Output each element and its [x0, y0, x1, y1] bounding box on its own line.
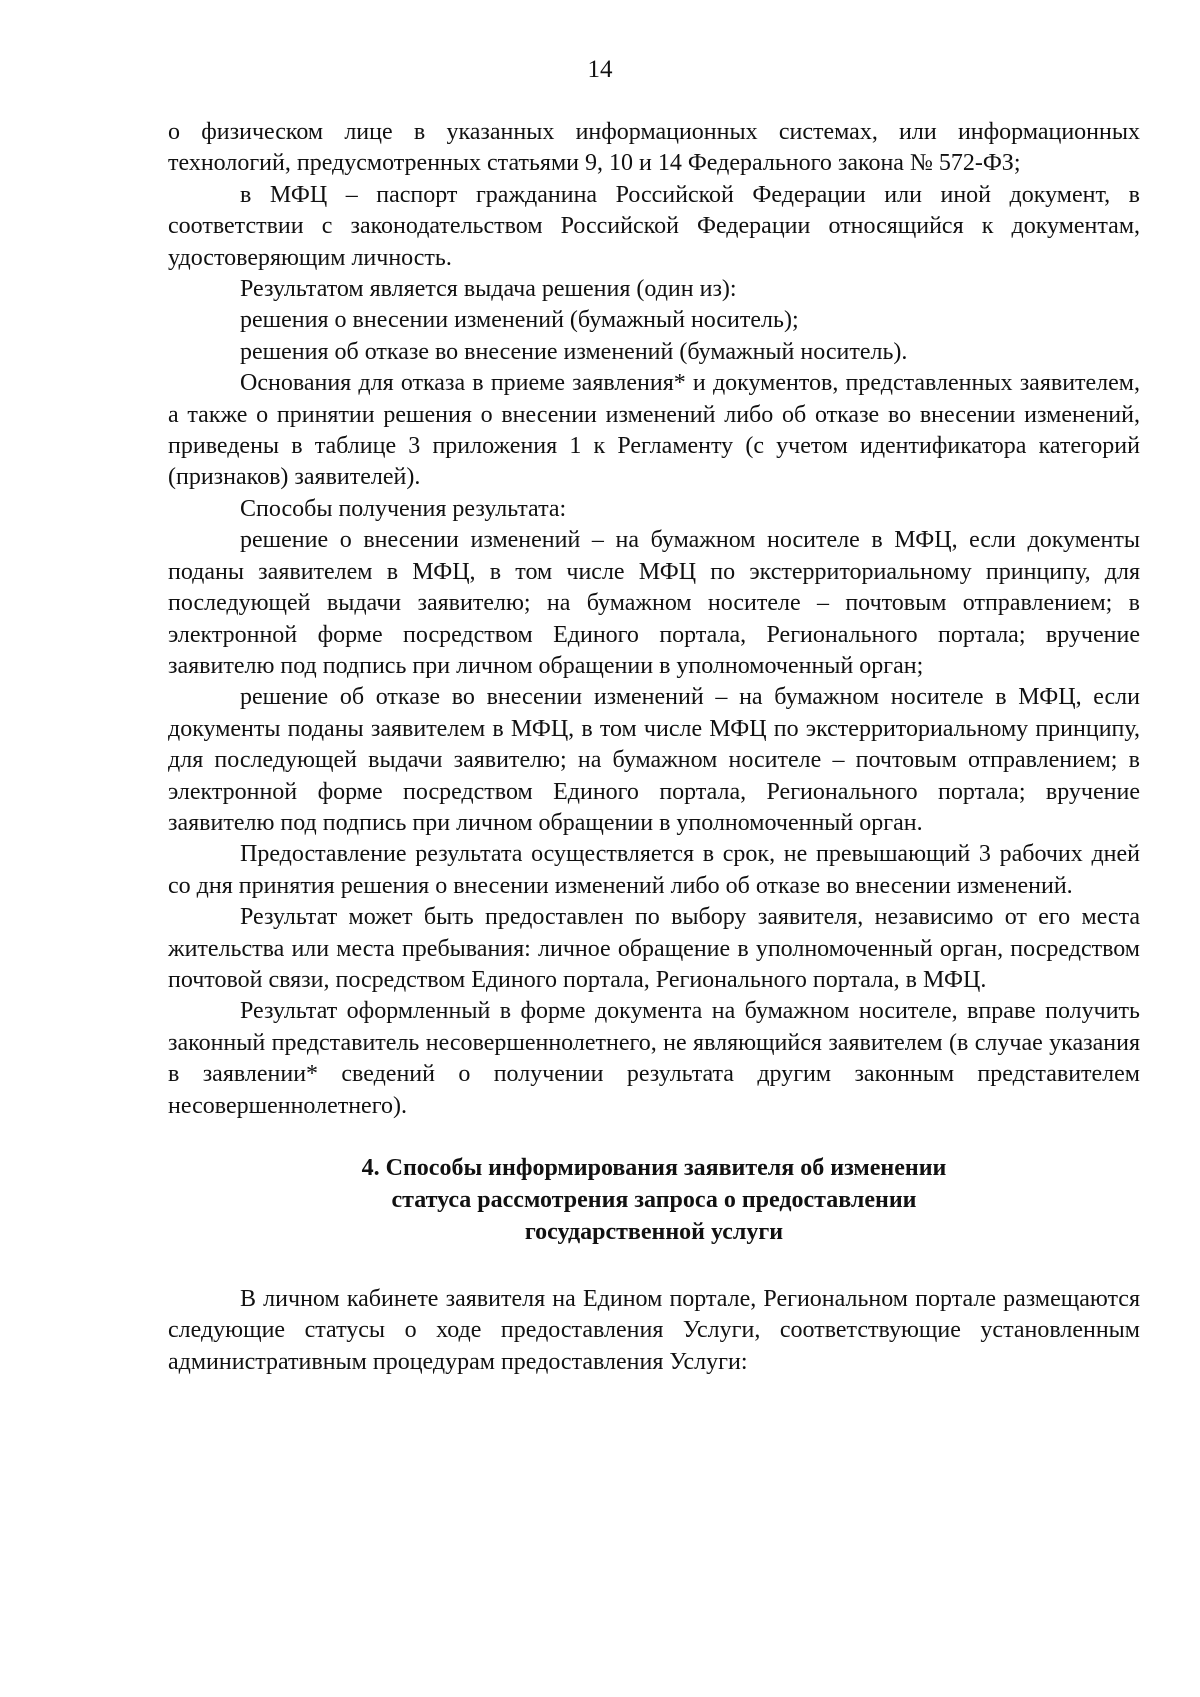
section-heading-line: государственной услуги: [524, 1219, 784, 1245]
paragraph: Результат оформленный в форме документа на бумажном носителе, вправе получить законный представитель несовершеннолетнего, не являющийся заявителем (в случае указания в заявлении* сведений о получении результата другим законным представителем несовершеннолетнего).: [168, 998, 1140, 1119]
paragraph: Результатом является выдача решения (один из):: [240, 276, 737, 303]
paragraph: В личном кабинете заявителя на Едином портале, Региональном портале размещаются следующие статусы о ходе предоставления Услуги, соответствующие установленным административным процедурам предоставления Услуги:: [168, 1286, 1140, 1375]
page-number: 14: [587, 56, 613, 83]
section-heading-line: статуса рассмотрения запроса о предоставлении: [391, 1187, 917, 1213]
paragraph: Основания для отказа в приеме заявления* и документов, представленных заявителем, а также о принятии решения о внесении изменений либо об отказе во внесении изменений, приведены в таблице 3 приложения 1 к Регламенту (с учетом идентификатора категорий (признаков) заявителей).: [168, 370, 1140, 491]
paragraph: решения о внесении изменений (бумажный носитель);: [240, 307, 799, 334]
paragraph: о физическом лице в указанных информационных системах, или информационных технологий, предусмотренных статьями 9, 10 и 14 Федерального закона № 572-ФЗ;: [168, 119, 1140, 177]
paragraph: в МФЦ – паспорт гражданина Российской Федерации или иной документ, в соответствии с законодательством Российской Федерации относящийся к документам, удостоверяющим личность.: [168, 181, 1140, 271]
section-heading-line: 4. Способы информирования заявителя об изменении: [361, 1155, 947, 1181]
document-body: [168, 117, 1140, 1378]
paragraph: Способы получения результата:: [240, 495, 567, 522]
paragraph: решение о внесении изменений – на бумажном носителе в МФЦ, если документы поданы заявителем в МФЦ, в том числе МФЦ по экстерриториальному принципу, для последующей выдачи заявителю; на бумажном носителе – почтовым отправлением; в электронной форме посредством Единого портала, Регионального портала; вручение заявителю под подпись при личном обращении в уполномоченный орган;: [168, 527, 1140, 679]
section-heading: [168, 1152, 1140, 1248]
paragraph: решение об отказе во внесении изменений – на бумажном носителе в МФЦ, если документы поданы заявителем в МФЦ, в том числе МФЦ по экстерриториальному принципу, для последующей выдачи заявителю; на бумажном носителе – почтовым отправлением; в электронной форме посредством Единого портала, Регионального портала; вручение заявителю под подпись при личном обращении в уполномоченный орган.: [168, 684, 1140, 836]
paragraph: решения об отказе во внесение изменений (бумажный носитель).: [240, 338, 908, 365]
paragraph: Предоставление результата осуществляется в срок, не превышающий 3 рабочих дней со дня принятия решения о внесении изменений либо об отказе во внесении изменений.: [168, 841, 1140, 899]
paragraph: Результат может быть предоставлен по выбору заявителя, независимо от его места жительства или места пребывания: личное обращение в уполномоченный орган, посредством почтовой связи, посредством Единого портала, Регионального портала, в МФЦ.: [168, 904, 1140, 993]
